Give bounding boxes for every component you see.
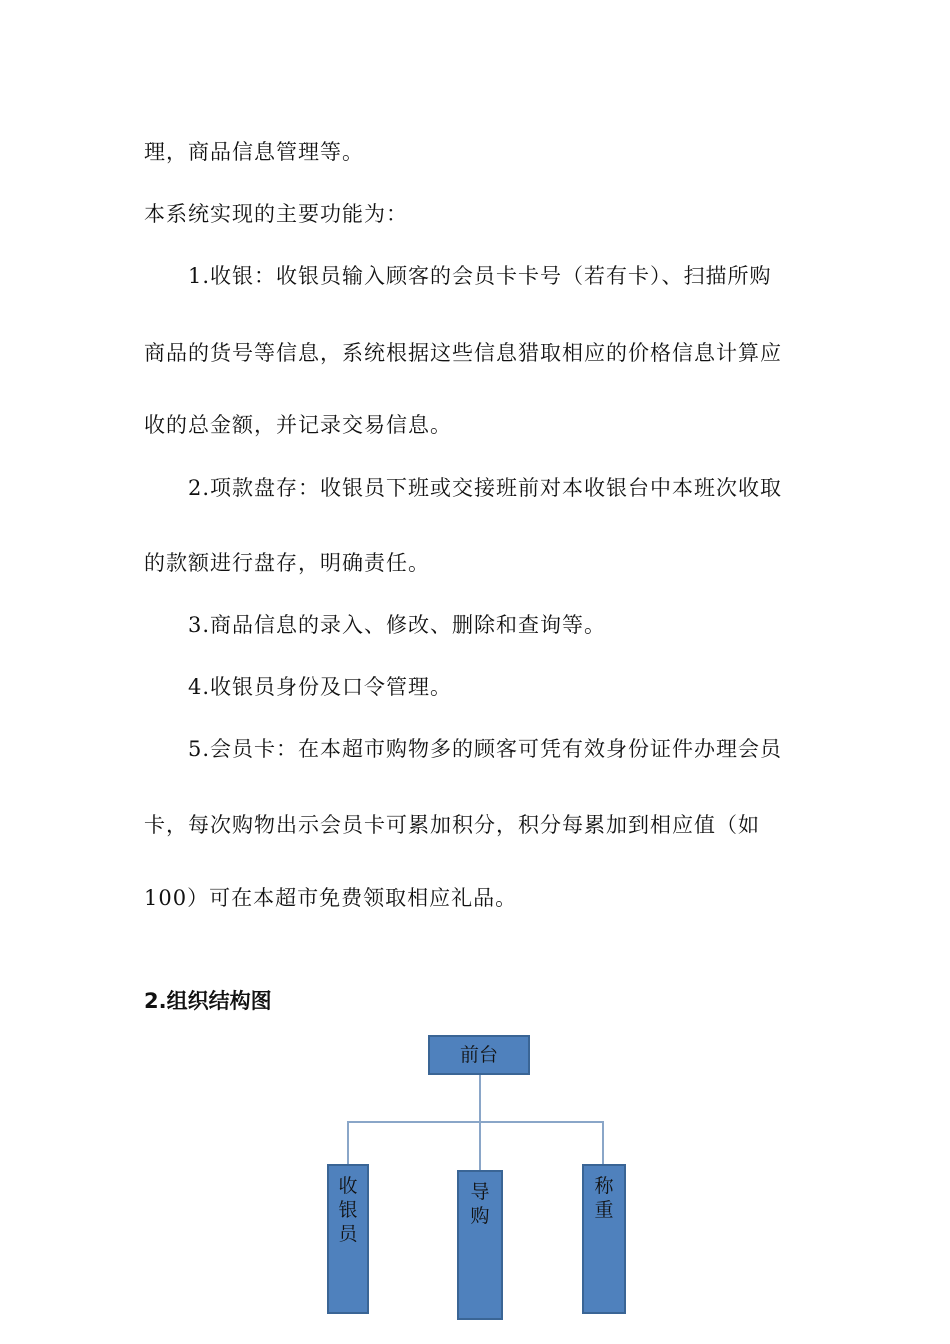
paragraph-line: 5.会员卡：在本超市购物多的顾客可凭有效身份证件办理会员 [188,737,783,761]
connector-child-1 [347,1121,349,1165]
connector-root-down [479,1074,481,1122]
paragraph-line: 的款额进行盘存，明确责任。 [144,551,430,575]
paragraph-line: 收的总金额，并记录交易信息。 [144,413,452,437]
org-node-char: 购 [470,1205,490,1227]
section-heading: 2.组织结构图 [144,989,272,1013]
org-node-char: 员 [338,1223,358,1245]
org-node-char: 收 [338,1175,358,1197]
paragraph-line: 4.收银员身份及口令管理。 [188,675,453,699]
paragraph-line: 100）可在本超市免费领取相应礼品。 [144,886,518,910]
org-node-cashier [327,1164,369,1314]
paragraph-line: 3.商品信息的录入、修改、删除和查询等。 [188,613,607,637]
paragraph-line: 1.收银：收银员输入顾客的会员卡卡号（若有卡）、扫描所购 [188,264,772,288]
org-node-char: 重 [594,1199,614,1221]
org-node-char: 导 [470,1181,490,1203]
org-node-root [428,1035,530,1075]
paragraph-line: 商品的货号等信息，系统根据这些信息猎取相应的价格信息计算应 [144,341,782,365]
connector-horizontal [347,1121,604,1123]
org-node-shopping-guide [457,1170,503,1320]
connector-child-2 [479,1121,481,1171]
paragraph-line: 理，商品信息管理等。 [144,140,364,164]
org-node-weighing [582,1164,626,1314]
org-node-label: 前台 [459,1044,498,1066]
org-node-char: 称 [594,1175,614,1197]
connector-child-3 [602,1121,604,1165]
paragraph-line: 本系统实现的主要功能为： [144,202,408,226]
paragraph-line: 卡，每次购物出示会员卡可累加积分，积分每累加到相应值（如 [144,813,760,837]
paragraph-line: 2.项款盘存：收银员下班或交接班前对本收银台中本班次收取 [188,476,783,500]
org-node-char: 银 [338,1199,358,1221]
